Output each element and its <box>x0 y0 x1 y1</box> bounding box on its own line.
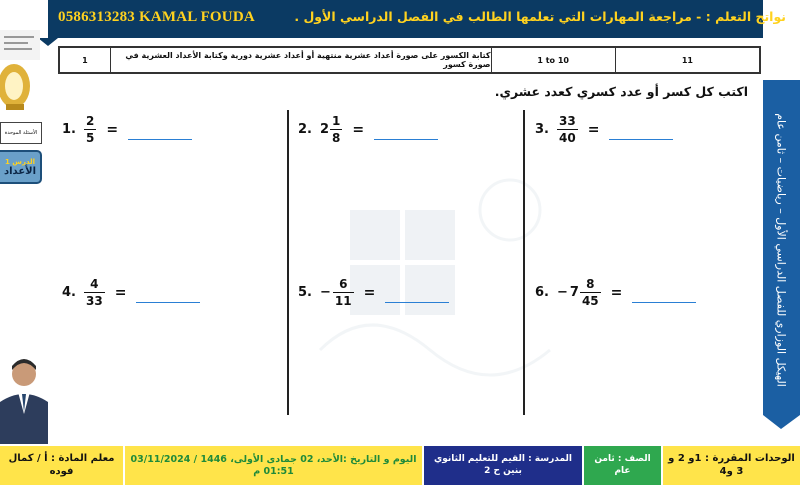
standards-number: 11 <box>615 48 759 72</box>
numerator: 4 <box>90 277 99 291</box>
fraction <box>330 115 342 144</box>
problem-label: 2. <box>298 122 312 137</box>
problem-label: 5. <box>298 285 312 300</box>
denominator: 8 <box>332 131 341 145</box>
denominator: 33 <box>85 294 103 308</box>
fraction <box>333 278 354 307</box>
numerator: 33 <box>558 114 576 128</box>
equals-sign: = <box>610 284 623 301</box>
whole-number: 7 <box>569 285 579 300</box>
footer-units: الوحدات المقررة : 1و 2 و 3 و4 <box>663 446 800 485</box>
problem-label: 6. <box>535 285 549 300</box>
minus-sign: − <box>319 285 331 300</box>
instruction-text: اكتب كل كسر أو عدد كسري كعدد عشري. <box>494 84 748 99</box>
fraction <box>580 278 601 307</box>
problem-6 <box>535 278 696 307</box>
problem-label: 3. <box>535 122 549 137</box>
lesson-badge-bottom: الأعداد <box>3 165 37 177</box>
footer-teacher: معلم المادة : أ / كمال فوده <box>0 446 123 485</box>
header-arrow <box>38 38 58 46</box>
answer-blank[interactable] <box>374 130 438 140</box>
column-divider-right <box>523 110 525 415</box>
whole-number: 2 <box>319 122 330 137</box>
numerator: 8 <box>586 277 595 291</box>
fraction <box>84 278 105 307</box>
fraction <box>557 115 578 144</box>
equals-sign: = <box>114 284 127 301</box>
standards-table <box>58 46 761 74</box>
equals-sign: = <box>352 121 365 138</box>
footer-grade: الصف : ثامن عام <box>584 446 661 485</box>
standards-description: كتابة الكسور على صورة أعداد عشرية منتهية أو أعداد عشرية دورية وكتابة الأعداد العشرية في صورة كسور <box>110 48 491 72</box>
ministry-logo <box>0 30 40 112</box>
numerator: 6 <box>339 277 348 291</box>
problem-1 <box>62 115 192 144</box>
answer-blank[interactable] <box>609 130 673 140</box>
problem-5 <box>298 278 449 307</box>
fraction <box>84 115 96 144</box>
standards-range: 1 to 10 <box>491 48 615 72</box>
footer-date: اليوم و التاريخ :الأحد، 02 جمادى الأولى، 1446 / 03/11/2024 01:51 م <box>125 446 422 485</box>
watermark-logo <box>310 150 570 380</box>
numerator: 1 <box>332 114 341 128</box>
unified-questions-badge: الأسئلة الموحدة <box>0 122 42 144</box>
footer-school: المدرسة : القيم للتعليم الثانوي بنين ح 2 <box>424 446 582 485</box>
denominator: 40 <box>558 131 576 145</box>
problem-2 <box>298 115 438 144</box>
equals-sign: = <box>106 121 119 138</box>
numerator: 2 <box>85 114 95 128</box>
problem-4 <box>62 278 200 307</box>
lesson-badge-top: الدرس 1 <box>4 157 36 166</box>
lesson-badge <box>0 150 42 184</box>
answer-blank[interactable] <box>136 293 200 303</box>
equals-sign: = <box>363 284 376 301</box>
equals-sign: = <box>587 121 600 138</box>
answer-blank[interactable] <box>128 130 192 140</box>
standards-index: 1 <box>82 55 88 65</box>
denominator: 5 <box>85 131 95 145</box>
minus-sign: − <box>556 285 568 300</box>
column-divider-left <box>287 110 289 415</box>
sidebar-text: الهيكل الوزاري للفصل الدراسي الأول – رياضيات – ثامن عام <box>774 113 788 387</box>
denominator: 45 <box>581 294 599 308</box>
teacher-photo <box>0 352 48 444</box>
answer-blank[interactable] <box>632 293 696 303</box>
problem-3 <box>535 115 673 144</box>
sidebar-arrow <box>763 415 800 429</box>
header-phone-name: 0586313283 KAMAL FOUDA <box>58 9 255 25</box>
answer-blank[interactable] <box>385 293 449 303</box>
problem-label: 1. <box>62 122 76 137</box>
header-title: نواتج التعلم : - مراجعة المهارات التي تعلمها الطالب في الفصل الدراسي الأول . <box>294 9 786 24</box>
denominator: 11 <box>334 294 352 308</box>
problem-label: 4. <box>62 285 76 300</box>
